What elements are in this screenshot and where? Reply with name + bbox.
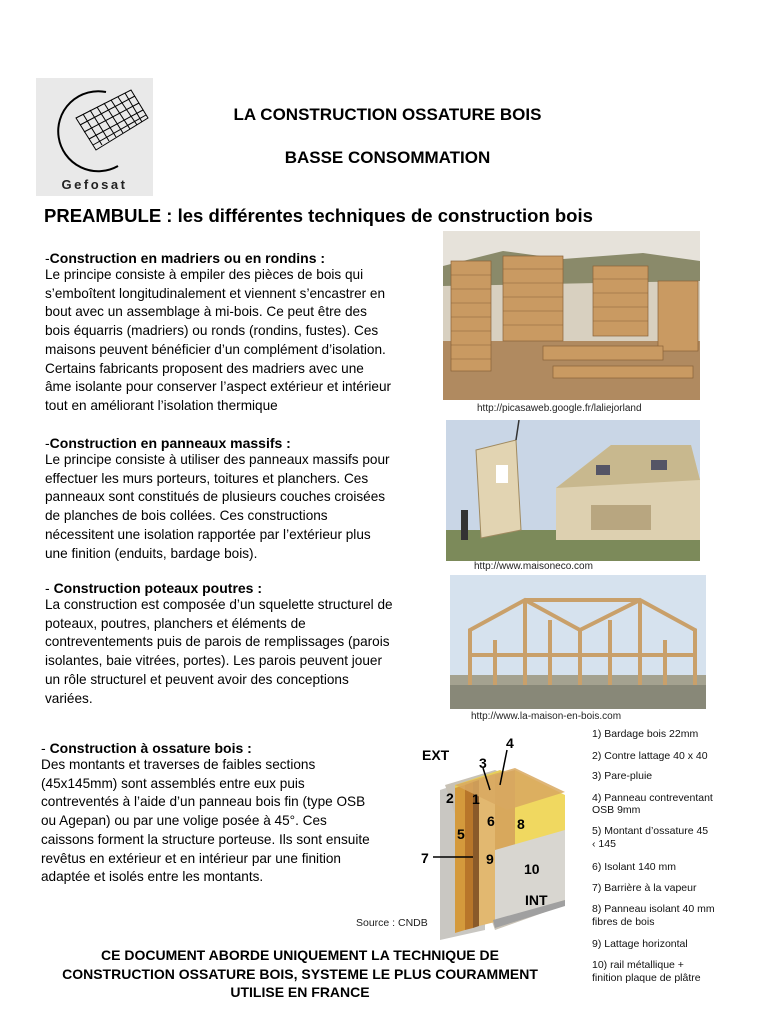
photo-post-beam-frame <box>450 575 706 709</box>
diagram-label-int: INT <box>525 892 548 908</box>
diagram-source: Source : CNDB <box>356 917 428 929</box>
legend-item: finition plaque de plâtre <box>592 972 701 984</box>
diagram-number: 4 <box>506 735 514 751</box>
section-title: - Construction poteaux poutres : <box>45 580 263 596</box>
legend-item: 4) Panneau contreventant <box>592 792 713 804</box>
legend-item: 8) Panneau isolant 40 mm <box>592 903 715 915</box>
legend-item: 7) Barrière à la vapeur <box>592 882 697 894</box>
page-subtitle: BASSE CONSOMMATION <box>284 148 491 167</box>
diagram-number: 10 <box>524 861 540 877</box>
footer-note: CE DOCUMENT ABORDE UNIQUEMENT LA TECHNIQUE DE CONSTRUCTION OSSATURE BOIS, SYSTEME LE PLUS COURAMMENT UTILISE EN FRANCE <box>62 947 538 1000</box>
page-title: LA CONSTRUCTION OSSATURE BOIS <box>233 105 542 124</box>
legend-item: OSB 9mm <box>592 804 641 816</box>
diagram-legend <box>592 728 768 998</box>
diagram-label-ext: EXT <box>422 747 450 763</box>
section-text: Des montants et traverses de faibles sections (45x145mm) sont assemblés entre eux puis contreventés à l’aide d’un panneau bois fin (type OSB ou Agepan) ou par une volige posée à 45°. Ces caissons forment la structure porteuse. Ils sont ensuite revêtus en extérieur et en intérieur par une finition adaptée et isolés entre les montants. <box>41 757 370 885</box>
diagram-number: 8 <box>517 816 525 832</box>
legend-item: ‹ 145 <box>592 838 616 850</box>
section-text: Le principe consiste à empiler des pièces de bois qui s’emboîtent longitudinalement et viennent s’encastrer en bout avec un assemblage à mi-bois. Ce peut être des bois équarris (madriers) ou ronds (rondins, fustes). Ces maisons peuvent bénéficier d’un complément d’isolation. Certains fabricants proposent des madriers avec une âme isolante pour conserver l’aspect extérieur et intérieur tout en améliorant l’isolation thermique <box>45 267 392 413</box>
legend-item: 2) Contre lattage 40 x 40 <box>592 750 708 762</box>
photo-caption: http://www.maisoneco.com <box>474 561 593 572</box>
diagram-number: 9 <box>486 851 494 867</box>
legend-item: 6) Isolant 140 mm <box>592 861 677 873</box>
legend-item: 3) Pare-pluie <box>592 770 653 782</box>
logo-graphic <box>36 78 153 178</box>
photo-caption: http://www.la-maison-en-bois.com <box>471 711 622 722</box>
legend-item: 10) rail métallique + <box>592 959 684 971</box>
logo-text: Gefosat <box>61 177 128 192</box>
photo-caption: http://picasaweb.google.fr/laliejorland <box>477 403 642 414</box>
section-title: -Construction en panneaux massifs : <box>45 435 291 451</box>
section-text: Le principe consiste à utiliser des panneaux massifs pour effectuer les murs porteurs, toitures et planchers. Ces panneaux sont constitués de plusieurs couches croisées de planches de bois collées. Ces constructions nécessitent une isolation rapportée par l’extérieur plus une finition (enduits, bardage bois). <box>45 452 390 561</box>
preamble-heading: PREAMBULE : les différentes techniques de construction bois <box>44 205 593 226</box>
section-poteaux-poutres <box>45 580 445 708</box>
section-madriers <box>45 250 440 416</box>
legend-item: fibres de bois <box>592 916 655 928</box>
section-panneaux <box>45 435 445 563</box>
section-text: La construction est composée d’un squelette structurel de poteaux, poutres, planchers et éléments de contreventements puis de parois de remplissages (parois isolantes, baie vitrées, portes). Les parois peuvent jouer un rôle structurel et peuvent avoir des conceptions variées. <box>45 597 393 706</box>
legend-item: 9) Lattage horizontal <box>592 938 688 950</box>
gefosat-logo <box>36 78 153 196</box>
legend-item: 1) Bardage bois 22mm <box>592 728 699 740</box>
photo-panel-construction <box>446 420 700 561</box>
wall-section-diagram <box>415 730 590 940</box>
diagram-number: 3 <box>479 755 487 771</box>
section-title: -Construction en madriers ou en rondins : <box>45 250 326 266</box>
diagram-number: 2 <box>446 790 454 806</box>
diagram-number: 7 <box>421 850 429 866</box>
legend-item: 5) Montant d’ossature 45 <box>592 825 709 837</box>
diagram-number: 6 <box>487 813 495 829</box>
section-title: - Construction à ossature bois : <box>41 740 252 756</box>
diagram-number: 5 <box>457 826 465 842</box>
diagram-number: 1 <box>472 791 480 807</box>
photo-log-construction <box>443 231 700 400</box>
section-ossature-bois <box>41 740 411 887</box>
